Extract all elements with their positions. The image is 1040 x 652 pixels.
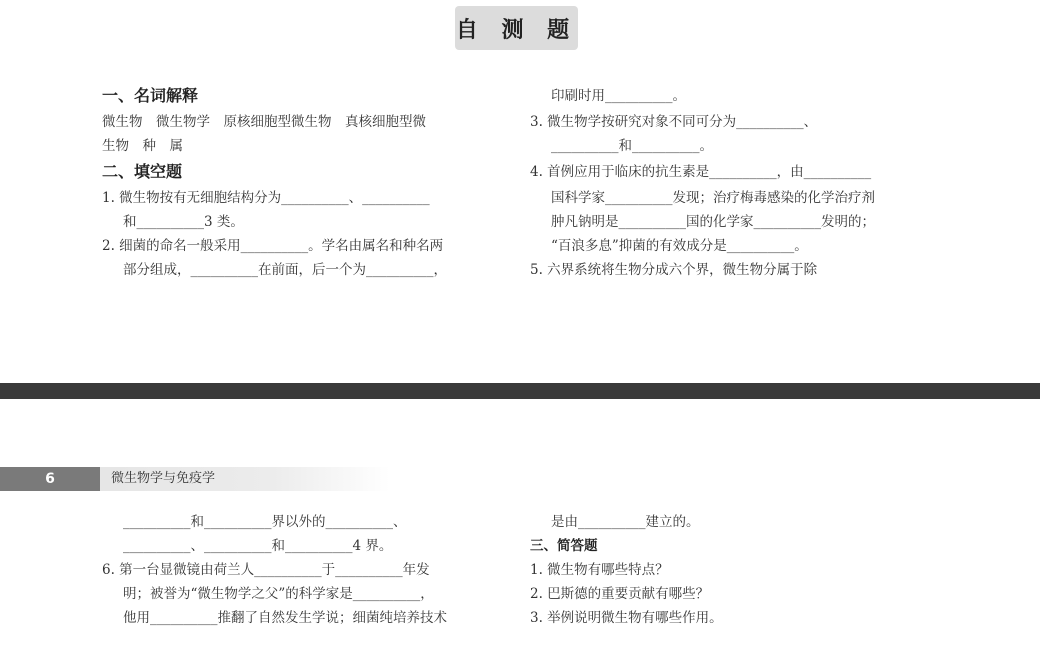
short-answer-2: 2. 巴斯德的重要贡献有哪些？ <box>530 586 710 602</box>
question-4-line-3: 肿凡钠明是__________国的化学家__________发明的； <box>551 214 875 230</box>
question-5-line-3: __________、__________和__________4 界。 <box>123 538 393 554</box>
question-4-line-4: “百浪多息”抑菌的有效成分是__________。 <box>551 238 808 254</box>
heading-short-answer: 三、简答题 <box>530 538 598 554</box>
clipped-text-fragment <box>100 0 240 6</box>
heading-term-explanation: 一、名词解释 <box>102 86 199 105</box>
question-3-line-1: 3. 微生物学按研究对象不同可分为__________、 <box>530 114 818 130</box>
short-answer-1: 1. 微生物有哪些特点？ <box>530 562 669 578</box>
page-divider <box>0 383 1040 399</box>
question-2-line-2: 部分组成，__________在前面，后一个为__________， <box>123 262 447 278</box>
heading-fill-in: 二、填空题 <box>102 162 183 181</box>
question-5-line-2: __________和__________界以外的__________、 <box>123 514 407 530</box>
page-number: 6 <box>0 467 100 491</box>
question-4-line-1: 4. 首例应用于临床的抗生素是__________，由__________ <box>530 164 872 180</box>
question-3-line-2: __________和__________。 <box>551 138 713 154</box>
question-5-line-1: 5. 六界系统将生物分成六个界，微生物分属于除 <box>530 262 818 278</box>
book-title: 微生物学与免疫学 <box>111 471 216 486</box>
terms-line-2: 生物 种 属 <box>102 138 183 154</box>
question-1-line-2: 和__________3 类。 <box>123 214 244 230</box>
question-6-line-3: 他用__________推翻了自然发生学说；细菌纯培养技术 <box>123 610 447 626</box>
question-6-line-4: 是由__________建立的。 <box>551 514 700 530</box>
question-1-line-1: 1. 微生物按有无细胞结构分为__________、__________ <box>102 190 430 206</box>
question-2-line-3: 印刷时用__________。 <box>551 88 686 104</box>
question-6-line-1: 6. 第一台显微镜由荷兰人__________于__________年发 <box>102 562 430 578</box>
section-title: 自 测 题 <box>455 6 578 50</box>
question-4-line-2: 国科学家__________发现；治疗梅毒感染的化学治疗剂 <box>551 190 875 206</box>
terms-line-1: 微生物 微生物学 原核细胞型微生物 真核细胞型微 <box>102 114 426 130</box>
short-answer-3: 3. 举例说明微生物有哪些作用。 <box>530 610 723 626</box>
question-2-line-1: 2. 细菌的命名一般采用__________。学名由属名和种名两 <box>102 238 444 254</box>
question-6-line-2: 明；被誉为“微生物学之父”的科学家是__________， <box>123 586 434 602</box>
